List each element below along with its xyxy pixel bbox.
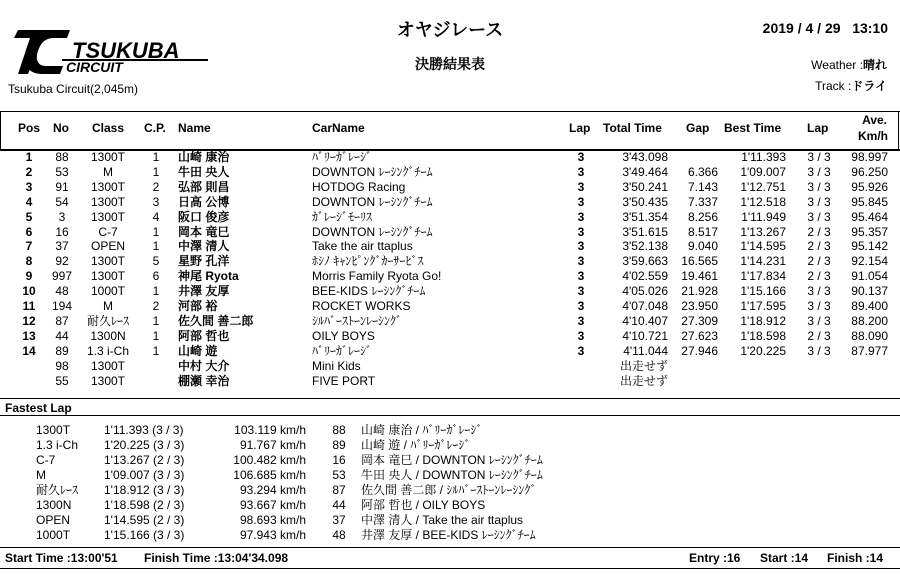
cell-cls: 1300T: [90, 179, 126, 194]
race-date: 2019 / 4 / 29: [762, 20, 841, 36]
cell-car: ROCKET WORKS: [312, 299, 411, 313]
fastest-speed: 98.693 km/h: [239, 513, 306, 527]
fastest-driver: 山崎 康治 / ﾊﾞﾘｰｶﾞﾚｰｼﾞ: [361, 423, 483, 437]
cell-ave: 89.400: [851, 299, 888, 313]
cell-no: 16: [55, 224, 69, 239]
cell-total: 4'02.559: [622, 269, 668, 284]
fastest-lap-title: Fastest Lap: [5, 401, 72, 415]
cell-cp: 1: [152, 284, 160, 299]
cell-best: 1'12.751: [740, 179, 786, 194]
cell-cp: 1: [152, 328, 160, 343]
fastest-no: 89: [332, 438, 346, 452]
cell-cls: 1300T: [90, 194, 126, 209]
fastest-cls: 1300T: [36, 423, 71, 437]
cell-ave: 90.137: [851, 284, 888, 299]
race-datetime: [763, 20, 888, 36]
cell-no: 92: [55, 254, 69, 269]
table-row: [0, 150, 900, 165]
fastest-lap-row: [0, 453, 900, 468]
cell-gap: 8.517: [687, 224, 718, 239]
cell-car: Mini Kids: [312, 358, 361, 373]
cell-ave: 98.997: [851, 150, 888, 164]
cell-gap: 19.461: [681, 269, 718, 284]
fastest-cls: C-7: [36, 453, 56, 467]
col-best-lap: Lap: [807, 121, 829, 135]
cell-car: DOWNTON ﾚｰｼﾝｸﾞﾁｰﾑ: [312, 224, 433, 239]
fastest-time: 1'18.598 (2 / 3): [104, 498, 185, 512]
svg-text:CIRCUIT: CIRCUIT: [66, 59, 123, 75]
page-title: オヤジレース: [396, 20, 504, 40]
cell-cp: 2: [152, 179, 160, 194]
footer-start-count: Start :14: [760, 551, 809, 565]
cell-total: 3'51.354: [622, 209, 668, 224]
cell-blap: 3 / 3: [807, 284, 831, 299]
fastest-driver: 牛田 央人 / DOWNTON ﾚｰｼﾝｸﾞﾁｰﾑ: [361, 468, 543, 482]
table-row: [0, 374, 900, 389]
fastest-driver: 山崎 遊 / ﾊﾞﾘｰｶﾞﾚｰｼﾞ: [361, 438, 471, 452]
footer-rule: [0, 547, 900, 548]
cell-ave: 91.054: [851, 269, 888, 284]
cell-car: ﾊﾞﾘｰｶﾞﾚｰｼﾞ: [312, 343, 373, 358]
col-gap: Gap: [686, 121, 710, 135]
cell-no: 87: [55, 313, 69, 328]
fastest-speed: 103.119 km/h: [234, 423, 306, 437]
table-row: [0, 299, 900, 314]
cell-lap: 3: [577, 269, 585, 284]
fastest-time: 1'14.595 (2 / 3): [104, 513, 185, 527]
fastest-lap-row: [0, 483, 900, 498]
cell-pos: 13: [22, 328, 36, 343]
cell-lap: 3: [577, 299, 585, 313]
cell-cls: M: [103, 299, 113, 313]
col-no: No: [53, 121, 69, 135]
cell-name: 佐久間 善二郎: [178, 313, 254, 328]
fastest-lap-row: [0, 423, 900, 438]
table-row: [0, 239, 900, 254]
cell-gap: 23.950: [681, 299, 718, 313]
cell-best: 1'09.007: [740, 164, 786, 179]
cell-car: Morris Family Ryota Go!: [312, 269, 442, 284]
cell-lap: 3: [577, 284, 585, 299]
cell-total: 3'52.138: [622, 239, 668, 254]
cell-gap: 27.623: [681, 328, 718, 343]
weather-value: 晴れ: [862, 58, 887, 72]
cell-cp: 1: [152, 224, 160, 239]
fastest-no: 53: [332, 468, 346, 482]
fastest-cls: 1000T: [36, 528, 71, 542]
header-top-rule: [0, 111, 900, 112]
col-ave-unit: Km/h: [858, 129, 888, 143]
cell-best: 1'15.166: [740, 284, 786, 299]
results-header: [0, 121, 900, 136]
fastest-no: 37: [332, 513, 346, 527]
cell-blap: 3 / 3: [807, 150, 831, 164]
col-cp: C.P.: [144, 121, 166, 135]
cell-car: ﾎｼﾉ ｷｬﾝﾋﾟﾝｸﾞｶｰｻｰﾋﾞｽ: [312, 254, 424, 269]
cell-cls: 1300T: [90, 269, 126, 284]
footer-bottom-rule: [0, 568, 900, 569]
fastest-driver: 岡本 竜巳 / DOWNTON ﾚｰｼﾝｸﾞﾁｰﾑ: [361, 453, 543, 467]
cell-best: 1'14.231: [740, 254, 786, 269]
cell-total: 出走せず: [619, 358, 668, 373]
cell-pos: 9: [25, 269, 33, 284]
cell-car: HOTDOG Racing: [312, 179, 406, 194]
cell-lap: 3: [577, 224, 585, 239]
cell-gap: 9.040: [687, 239, 718, 254]
cell-ave: 95.357: [851, 224, 888, 239]
fastest-time: 1'20.225 (3 / 3): [104, 438, 185, 452]
cell-name: 山崎 康治: [178, 150, 230, 164]
fastest-driver: 阿部 哲也 / OILY BOYS: [361, 498, 486, 512]
table-row: [0, 195, 900, 210]
fastest-speed: 100.482 km/h: [233, 453, 306, 467]
svg-text:TSUKUBA: TSUKUBA: [72, 38, 180, 63]
fastest-lap-row: [0, 438, 900, 453]
fastest-cls: 耐久ﾚｰｽ: [36, 483, 79, 497]
fastest-lap-row: [0, 468, 900, 483]
cell-ave: 95.464: [851, 209, 888, 224]
cell-cls: M: [103, 164, 113, 179]
cell-cp: 6: [152, 269, 160, 284]
cell-cp: 2: [152, 299, 160, 313]
cell-total: 4'07.048: [622, 299, 668, 313]
cell-car: ｼﾙﾊﾞｰｽﾄｰﾝﾚｰｼﾝｸﾞ: [312, 313, 403, 328]
fastest-cls: M: [36, 468, 46, 482]
cell-blap: 3 / 3: [807, 194, 831, 209]
fastest-speed: 91.767 km/h: [239, 438, 306, 452]
fastest-no: 87: [332, 483, 346, 497]
cell-cp: 1: [152, 313, 160, 328]
cell-no: 997: [51, 269, 73, 284]
track-value: ドライ: [851, 79, 887, 93]
fastest-lap-rule: [0, 415, 900, 416]
fastest-no: 16: [332, 453, 346, 467]
fastest-time: 1'11.393 (3 / 3): [104, 423, 184, 437]
cell-no: 55: [55, 373, 69, 388]
cell-name: 星野 孔洋: [178, 254, 230, 269]
col-pos: Pos: [18, 121, 41, 135]
cell-best: 1'13.267: [740, 224, 786, 239]
cell-no: 44: [55, 328, 69, 343]
cell-ave: 96.250: [851, 164, 888, 179]
footer-finish-count: Finish :14: [827, 551, 884, 565]
cell-cls: C-7: [98, 224, 118, 239]
table-row: [0, 165, 900, 180]
cell-blap: 2 / 3: [807, 269, 831, 284]
fastest-time: 1'13.267 (2 / 3): [104, 453, 185, 467]
col-best-time: Best Time: [724, 121, 782, 135]
cell-pos: 11: [22, 299, 36, 313]
cell-pos: 12: [22, 313, 36, 328]
fastest-speed: 97.943 km/h: [239, 528, 306, 542]
fastest-lap-row: [0, 528, 900, 543]
cell-name: 阪口 俊彦: [178, 209, 230, 224]
cell-car: ﾊﾞﾘｰｶﾞﾚｰｼﾞ: [312, 150, 373, 164]
cell-cp: 4: [152, 209, 160, 224]
cell-car: DOWNTON ﾚｰｼﾝｸﾞﾁｰﾑ: [312, 164, 433, 179]
table-row: [0, 225, 900, 240]
cell-pos: 8: [25, 254, 33, 269]
circuit-name: Tsukuba Circuit(2,045m): [8, 82, 139, 96]
cell-cls: 1000T: [90, 284, 126, 299]
cell-pos: 2: [25, 164, 33, 179]
cell-car: DOWNTON ﾚｰｼﾝｸﾞﾁｰﾑ: [312, 194, 433, 209]
cell-cp: 1: [152, 343, 160, 358]
cell-lap: 3: [577, 313, 585, 328]
cell-lap: 3: [577, 194, 585, 209]
cell-blap: 2 / 3: [807, 224, 831, 239]
cell-cls: 1300N: [90, 328, 126, 343]
fastest-lap-top-rule: [0, 398, 900, 399]
col-name: Name: [178, 121, 211, 135]
cell-name: 中澤 清人: [178, 239, 230, 254]
cell-lap: 3: [577, 254, 585, 269]
cell-cp: 1: [152, 164, 160, 179]
col-carname: CarName: [312, 121, 365, 135]
cell-name: 岡本 竜巳: [178, 224, 230, 239]
cell-total: 3'50.435: [622, 194, 668, 209]
cell-name: 河部 裕: [178, 299, 218, 313]
fastest-lap-row: [0, 513, 900, 528]
cell-total: 4'10.721: [622, 328, 668, 343]
fastest-time: 1'18.912 (3 / 3): [104, 483, 185, 497]
fastest-cls: 1.3 i-Ch: [36, 438, 79, 452]
fastest-speed: 93.294 km/h: [239, 483, 306, 497]
table-row: [0, 210, 900, 225]
cell-no: 98: [55, 358, 69, 373]
cell-cls: 1300T: [90, 209, 126, 224]
table-row: [0, 269, 900, 284]
cell-blap: 2 / 3: [807, 254, 831, 269]
cell-blap: 3 / 3: [807, 343, 831, 358]
cell-cls: 1300T: [90, 150, 126, 164]
cell-name: 棚瀬 幸治: [178, 373, 230, 388]
cell-pos: 7: [25, 239, 33, 254]
cell-no: 48: [55, 284, 69, 299]
cell-gap: 7.337: [687, 194, 718, 209]
cell-cls: 1300T: [90, 254, 126, 269]
fastest-cls: 1300N: [36, 498, 72, 512]
fastest-driver: 井澤 友厚 / BEE-KIDS ﾚｰｼﾝｸﾞﾁｰﾑ: [361, 528, 536, 542]
cell-lap: 3: [577, 179, 585, 194]
cell-lap: 3: [577, 343, 585, 358]
cell-cp: 5: [152, 254, 160, 269]
cell-ave: 88.200: [851, 313, 888, 328]
cell-blap: 3 / 3: [807, 209, 831, 224]
cell-pos: 1: [25, 150, 33, 164]
table-row: [0, 180, 900, 195]
cell-cls: OPEN: [90, 239, 125, 254]
cell-name: 井澤 友厚: [178, 284, 230, 299]
fastest-time: 1'09.007 (3 / 3): [104, 468, 185, 482]
cell-name: 中村 大介: [178, 358, 230, 373]
cell-ave: 95.142: [851, 239, 888, 254]
fastest-speed: 93.667 km/h: [239, 498, 306, 512]
cell-cls: 1.3 i-Ch: [86, 343, 130, 358]
cell-name: 阿部 哲也: [178, 328, 230, 343]
table-row: [0, 359, 900, 374]
cell-name: 日高 公博: [178, 194, 230, 209]
cell-lap: 3: [577, 209, 585, 224]
cell-gap: 7.143: [687, 179, 718, 194]
cell-best: 1'14.595: [740, 239, 786, 254]
cell-no: 89: [55, 343, 69, 358]
fastest-time: 1'15.166 (3 / 3): [104, 528, 185, 542]
race-time: 13:10: [852, 20, 888, 36]
cell-total: 3'49.464: [622, 164, 668, 179]
cell-cp: 1: [152, 239, 160, 254]
fastest-driver: 佐久間 善二郎 / ｼﾙﾊﾞｰｽﾄｰﾝﾚｰｼﾝｸﾞ: [361, 483, 537, 497]
table-row: [0, 314, 900, 329]
cell-car: OILY BOYS: [312, 328, 375, 343]
cell-ave: 88.090: [851, 328, 888, 343]
cell-best: 1'11.949: [741, 209, 786, 224]
col-lap: Lap: [569, 121, 591, 135]
fastest-driver: 中澤 清人 / Take the air ttaplus: [361, 513, 524, 527]
cell-total: 3'59.663: [622, 254, 668, 269]
cell-name: 山崎 遊: [178, 343, 218, 358]
col-class: Class: [92, 121, 125, 135]
cell-gap: 27.309: [681, 313, 718, 328]
footer-start-time: Start Time :13:00'51: [5, 551, 118, 565]
cell-pos: 3: [25, 179, 33, 194]
cell-ave: 95.845: [851, 194, 888, 209]
cell-car: FIVE PORT: [312, 373, 376, 388]
cell-total: 4'11.044: [623, 343, 668, 358]
fastest-speed: 106.685 km/h: [233, 468, 306, 482]
cell-total: 4'05.026: [622, 284, 668, 299]
cell-cp: 1: [152, 150, 160, 164]
cell-blap: 3 / 3: [807, 179, 831, 194]
cell-pos: 10: [22, 284, 36, 299]
cell-blap: 3 / 3: [807, 299, 831, 313]
fastest-lap-row: [0, 498, 900, 513]
cell-total: 3'50.241: [622, 179, 668, 194]
cell-total: 出走せず: [619, 373, 668, 388]
cell-name: 弘部 則昌: [178, 179, 230, 194]
cell-car: Take the air ttaplus: [312, 239, 413, 254]
cell-total: 3'43.098: [622, 150, 668, 164]
table-row: [0, 329, 900, 344]
cell-cls: 1300T: [90, 358, 126, 373]
cell-cls: 1300T: [90, 373, 126, 388]
cell-gap: 8.256: [687, 209, 718, 224]
cell-best: 1'20.225: [740, 343, 786, 358]
cell-best: 1'17.595: [740, 299, 786, 313]
cell-name: 神尾 Ryota: [178, 269, 239, 284]
cell-no: 88: [55, 150, 69, 164]
cell-no: 37: [55, 239, 69, 254]
cell-gap: 6.366: [687, 164, 718, 179]
table-row: [0, 254, 900, 269]
cell-pos: 4: [25, 194, 33, 209]
cell-lap: 3: [577, 239, 585, 254]
fastest-no: 44: [332, 498, 346, 512]
cell-no: 53: [55, 164, 69, 179]
col-ave: Ave.: [862, 113, 887, 127]
cell-blap: 3 / 3: [807, 313, 831, 328]
cell-no: 3: [58, 209, 66, 224]
cell-pos: 14: [22, 343, 36, 358]
cell-car: ｶﾞﾚｰｼﾞﾓｰﾘｽ: [312, 209, 373, 224]
cell-gap: 27.946: [681, 343, 718, 358]
cell-lap: 3: [577, 150, 585, 164]
cell-ave: 92.154: [851, 254, 888, 269]
page-subtitle: 決勝結果表: [415, 56, 485, 72]
cell-blap: 2 / 3: [807, 239, 831, 254]
cell-blap: 3 / 3: [807, 164, 831, 179]
table-row: [0, 344, 900, 359]
cell-best: 1'12.518: [740, 194, 786, 209]
cell-lap: 3: [577, 164, 585, 179]
fastest-no: 48: [332, 528, 346, 542]
cell-car: BEE-KIDS ﾚｰｼﾝｸﾞﾁｰﾑ: [312, 284, 426, 299]
cell-pos: 6: [25, 224, 33, 239]
cell-total: 4'10.407: [622, 313, 668, 328]
cell-pos: 5: [25, 209, 33, 224]
fastest-cls: OPEN: [36, 513, 71, 527]
cell-gap: 21.928: [681, 284, 718, 299]
cell-no: 194: [51, 299, 73, 313]
cell-cls: 耐久ﾚｰｽ: [86, 313, 129, 328]
cell-cp: 3: [152, 194, 160, 209]
cell-ave: 87.977: [851, 343, 888, 358]
cell-best: 1'11.393: [741, 150, 786, 164]
col-total-time: Total Time: [603, 121, 662, 135]
cell-best: 1'17.834: [740, 269, 786, 284]
track: Track :ドライ: [815, 79, 887, 93]
cell-gap: 16.565: [681, 254, 718, 269]
cell-no: 91: [55, 179, 69, 194]
cell-blap: 2 / 3: [807, 328, 831, 343]
cell-best: 1'18.598: [740, 328, 786, 343]
fastest-no: 88: [332, 423, 346, 437]
cell-no: 54: [55, 194, 69, 209]
table-row: [0, 284, 900, 299]
cell-ave: 95.926: [851, 179, 888, 194]
cell-best: 1'18.912: [740, 313, 786, 328]
cell-name: 牛田 央人: [178, 164, 230, 179]
cell-lap: 3: [577, 328, 585, 343]
weather: Weather :晴れ: [811, 58, 887, 72]
footer-entry: Entry :16: [689, 551, 741, 565]
footer-finish-time: Finish Time :13:04'34.098: [144, 551, 289, 565]
cell-total: 3'51.615: [622, 224, 668, 239]
